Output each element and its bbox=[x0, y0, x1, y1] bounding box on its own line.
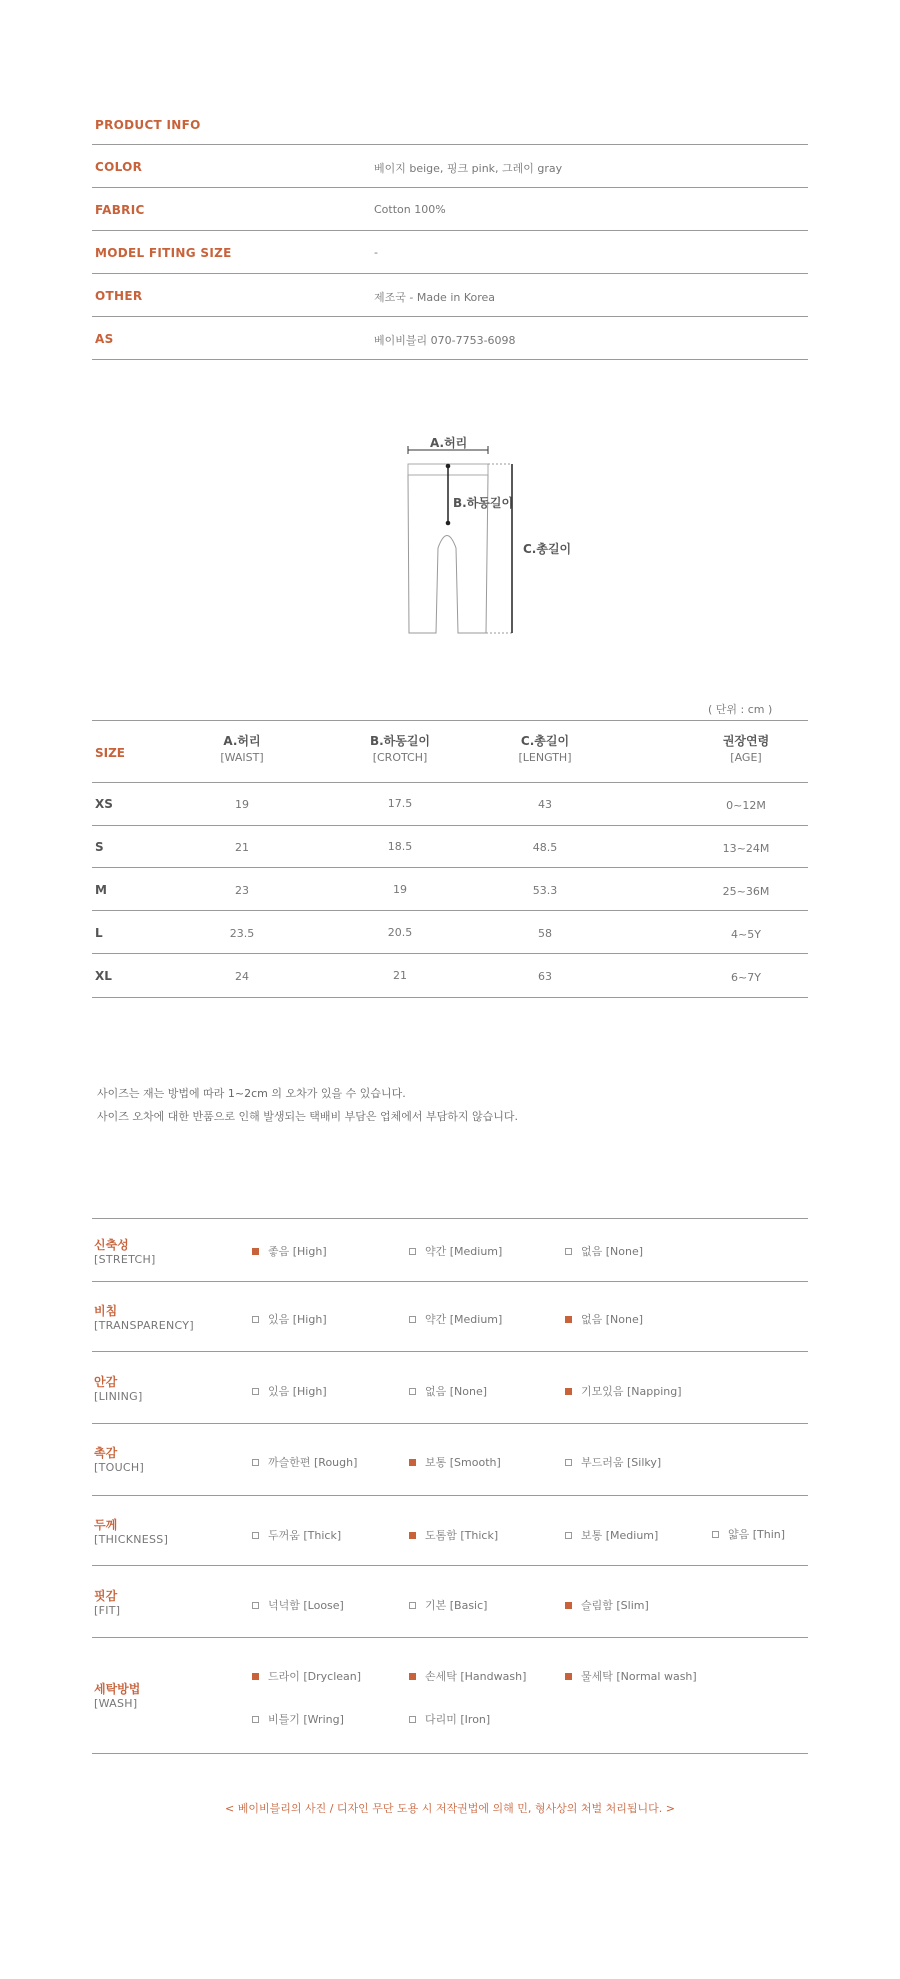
divider bbox=[92, 1423, 808, 1424]
option-stretch-medium: 약간 [Medium] bbox=[409, 1243, 502, 1259]
divider bbox=[92, 867, 808, 868]
unchecked-box-icon bbox=[409, 1248, 416, 1255]
header-length-sub: [LENGTH] bbox=[518, 751, 572, 764]
option-lining-none: 없음 [None] bbox=[409, 1383, 487, 1399]
product-info-value-as: 베이비블리 070-7753-6098 bbox=[374, 334, 516, 347]
diagram-label-length: C.총길이 bbox=[523, 542, 572, 556]
property-fit-label: 핏감 bbox=[94, 1589, 118, 1603]
divider bbox=[92, 1495, 808, 1496]
header-crotch: B.하동길이 bbox=[369, 734, 431, 748]
table-cell-age: 4~5Y bbox=[731, 928, 761, 941]
divider bbox=[92, 316, 808, 317]
divider bbox=[92, 1753, 808, 1754]
checked-box-icon bbox=[565, 1673, 572, 1680]
property-thickness-sublabel: [THICKNESS] bbox=[94, 1533, 169, 1546]
table-cell-length: 58 bbox=[538, 927, 552, 940]
product-info-value-other: 제조국 - Made in Korea bbox=[374, 291, 496, 304]
divider bbox=[92, 273, 808, 274]
checked-box-icon bbox=[252, 1673, 259, 1680]
table-row-size: XL bbox=[95, 969, 112, 983]
option-touch-rough: 까슬한편 [Rough] bbox=[252, 1454, 357, 1470]
option-touch-silky: 부드러움 [Silky] bbox=[565, 1454, 661, 1470]
table-cell-length: 63 bbox=[538, 970, 552, 983]
table-row-size: XS bbox=[95, 797, 113, 811]
option-thickness-thick: 두꺼움 [Thick] bbox=[252, 1527, 341, 1543]
table-cell-crotch: 19 bbox=[393, 883, 407, 896]
divider bbox=[92, 144, 808, 145]
product-info-label-color: COLOR bbox=[95, 160, 143, 174]
table-cell-crotch: 20.5 bbox=[387, 926, 413, 939]
divider bbox=[92, 359, 808, 360]
divider bbox=[92, 953, 808, 954]
option-transparency-medium: 약간 [Medium] bbox=[409, 1311, 502, 1327]
option-stretch-high: 좋음 [High] bbox=[252, 1243, 327, 1259]
header-age: 권장연령 bbox=[722, 734, 770, 748]
table-row-size: S bbox=[95, 840, 104, 854]
unchecked-box-icon bbox=[252, 1316, 259, 1323]
divider bbox=[92, 1281, 808, 1282]
property-wash-label: 세탁방법 bbox=[94, 1682, 141, 1696]
unchecked-box-icon bbox=[565, 1459, 572, 1466]
unit-label: ( 단위 : cm ) bbox=[708, 703, 773, 716]
checked-box-icon bbox=[252, 1248, 259, 1255]
table-cell-waist: 19 bbox=[235, 798, 249, 811]
table-cell-crotch: 18.5 bbox=[387, 840, 413, 853]
checked-box-icon bbox=[565, 1316, 572, 1323]
option-lining-napping: 기모있음 [Napping] bbox=[565, 1383, 682, 1399]
product-info-label-other: OTHER bbox=[95, 289, 143, 303]
divider bbox=[92, 1351, 808, 1352]
property-transparency-sublabel: [TRANSPARENCY] bbox=[94, 1319, 194, 1332]
option-fit-slim: 슬림함 [Slim] bbox=[565, 1597, 649, 1613]
product-info-heading: PRODUCT INFO bbox=[95, 118, 201, 132]
unchecked-box-icon bbox=[409, 1716, 416, 1723]
size-note: 사이즈는 재는 방법에 따라 1~2cm 의 오차가 있을 수 있습니다. bbox=[97, 1087, 406, 1100]
pants-measurement-diagram bbox=[400, 428, 600, 638]
size-column-header: SIZE bbox=[95, 746, 126, 760]
table-cell-waist: 21 bbox=[235, 841, 249, 854]
divider bbox=[92, 187, 808, 188]
table-cell-crotch: 17.5 bbox=[387, 797, 413, 810]
divider bbox=[92, 720, 808, 721]
product-info-label-fabric: FABRIC bbox=[95, 203, 145, 217]
checked-box-icon bbox=[409, 1673, 416, 1680]
option-transparency-none: 없음 [None] bbox=[565, 1311, 643, 1327]
diagram-label-waist: A.허리 bbox=[430, 436, 468, 450]
unchecked-box-icon bbox=[252, 1716, 259, 1723]
product-info-label-as: AS bbox=[95, 332, 114, 346]
option-wash-normal: 물세탁 [Normal wash] bbox=[565, 1668, 697, 1684]
option-fit-basic: 기본 [Basic] bbox=[409, 1597, 487, 1613]
header-waist: A.허리 bbox=[223, 734, 261, 748]
property-lining-label: 안감 bbox=[94, 1375, 118, 1389]
table-row-size: L bbox=[95, 926, 103, 940]
header-length: C.총길이 bbox=[520, 734, 570, 748]
divider bbox=[92, 1637, 808, 1638]
table-cell-waist: 23 bbox=[235, 884, 249, 897]
table-cell-length: 43 bbox=[538, 798, 552, 811]
table-cell-length: 48.5 bbox=[532, 841, 558, 854]
option-transparency-high: 있음 [High] bbox=[252, 1311, 327, 1327]
return-note: 사이즈 오차에 대한 반품으로 인해 발생되는 택배비 부담은 업체에서 부담하지 않습니다. bbox=[97, 1110, 518, 1123]
unchecked-box-icon bbox=[409, 1316, 416, 1323]
copyright-notice: < 베이비블리의 사진 / 디자인 무단 도용 시 저작권법에 의해 민, 형사상의 처벌 처리됩니다. > bbox=[225, 1802, 675, 1815]
table-cell-age: 0~12M bbox=[726, 799, 766, 812]
table-cell-length: 53.3 bbox=[532, 884, 558, 897]
divider bbox=[92, 997, 808, 998]
diagram-label-crotch: B.하동길이 bbox=[453, 496, 514, 510]
unchecked-box-icon bbox=[409, 1602, 416, 1609]
product-info-value-fabric: Cotton 100% bbox=[374, 203, 446, 216]
checked-box-icon bbox=[409, 1532, 416, 1539]
table-row-size: M bbox=[95, 883, 107, 897]
product-info-value-color: 베이지 beige, 핑크 pink, 그레이 gray bbox=[374, 162, 563, 175]
option-wash-wring: 비틀기 [Wring] bbox=[252, 1711, 344, 1727]
product-info-value-model-size: - bbox=[374, 246, 378, 259]
divider bbox=[92, 1218, 808, 1219]
divider bbox=[92, 910, 808, 911]
option-thickness-thin: 얇음 [Thin] bbox=[712, 1526, 785, 1542]
option-lining-high: 있음 [High] bbox=[252, 1383, 327, 1399]
option-thickness-medium: 보통 [Medium] bbox=[565, 1527, 658, 1543]
table-cell-crotch: 21 bbox=[393, 969, 407, 982]
property-stretch-label: 신축성 bbox=[94, 1238, 129, 1252]
option-wash-dryclean: 드라이 [Dryclean] bbox=[252, 1668, 361, 1684]
option-fit-loose: 넉넉함 [Loose] bbox=[252, 1597, 344, 1613]
unchecked-box-icon bbox=[565, 1248, 572, 1255]
option-wash-handwash: 손세탁 [Handwash] bbox=[409, 1668, 526, 1684]
divider bbox=[92, 825, 808, 826]
checked-box-icon bbox=[565, 1388, 572, 1395]
property-touch-sublabel: [TOUCH] bbox=[94, 1461, 145, 1474]
option-touch-smooth: 보통 [Smooth] bbox=[409, 1454, 501, 1470]
option-stretch-none: 없음 [None] bbox=[565, 1243, 643, 1259]
unchecked-box-icon bbox=[252, 1388, 259, 1395]
checked-box-icon bbox=[409, 1459, 416, 1466]
property-thickness-label: 두께 bbox=[94, 1518, 118, 1532]
table-cell-waist: 23.5 bbox=[229, 927, 255, 940]
unchecked-box-icon bbox=[252, 1602, 259, 1609]
unchecked-box-icon bbox=[252, 1459, 259, 1466]
table-cell-age: 13~24M bbox=[722, 842, 770, 855]
product-info-label-model-size: MODEL FITING SIZE bbox=[95, 246, 232, 260]
property-lining-sublabel: [LINING] bbox=[94, 1390, 143, 1403]
header-waist-sub: [WAIST] bbox=[220, 751, 264, 764]
unchecked-box-icon bbox=[409, 1388, 416, 1395]
property-wash-sublabel: [WASH] bbox=[94, 1697, 138, 1710]
unchecked-box-icon bbox=[565, 1532, 572, 1539]
property-stretch-sublabel: [STRETCH] bbox=[94, 1253, 156, 1266]
checked-box-icon bbox=[565, 1602, 572, 1609]
divider bbox=[92, 782, 808, 783]
unchecked-box-icon bbox=[252, 1532, 259, 1539]
header-crotch-sub: [CROTCH] bbox=[372, 751, 428, 764]
table-cell-age: 6~7Y bbox=[731, 971, 761, 984]
property-transparency-label: 비침 bbox=[94, 1304, 118, 1318]
divider bbox=[92, 230, 808, 231]
option-thickness-medium-thick: 도톰함 [Thick] bbox=[409, 1527, 498, 1543]
unchecked-box-icon bbox=[712, 1531, 719, 1538]
divider bbox=[92, 1565, 808, 1566]
property-touch-label: 촉감 bbox=[94, 1446, 118, 1460]
property-fit-sublabel: [FIT] bbox=[94, 1604, 121, 1617]
header-age-sub: [AGE] bbox=[730, 751, 762, 764]
table-cell-waist: 24 bbox=[235, 970, 249, 983]
option-wash-iron: 다리미 [Iron] bbox=[409, 1711, 490, 1727]
table-cell-age: 25~36M bbox=[722, 885, 770, 898]
